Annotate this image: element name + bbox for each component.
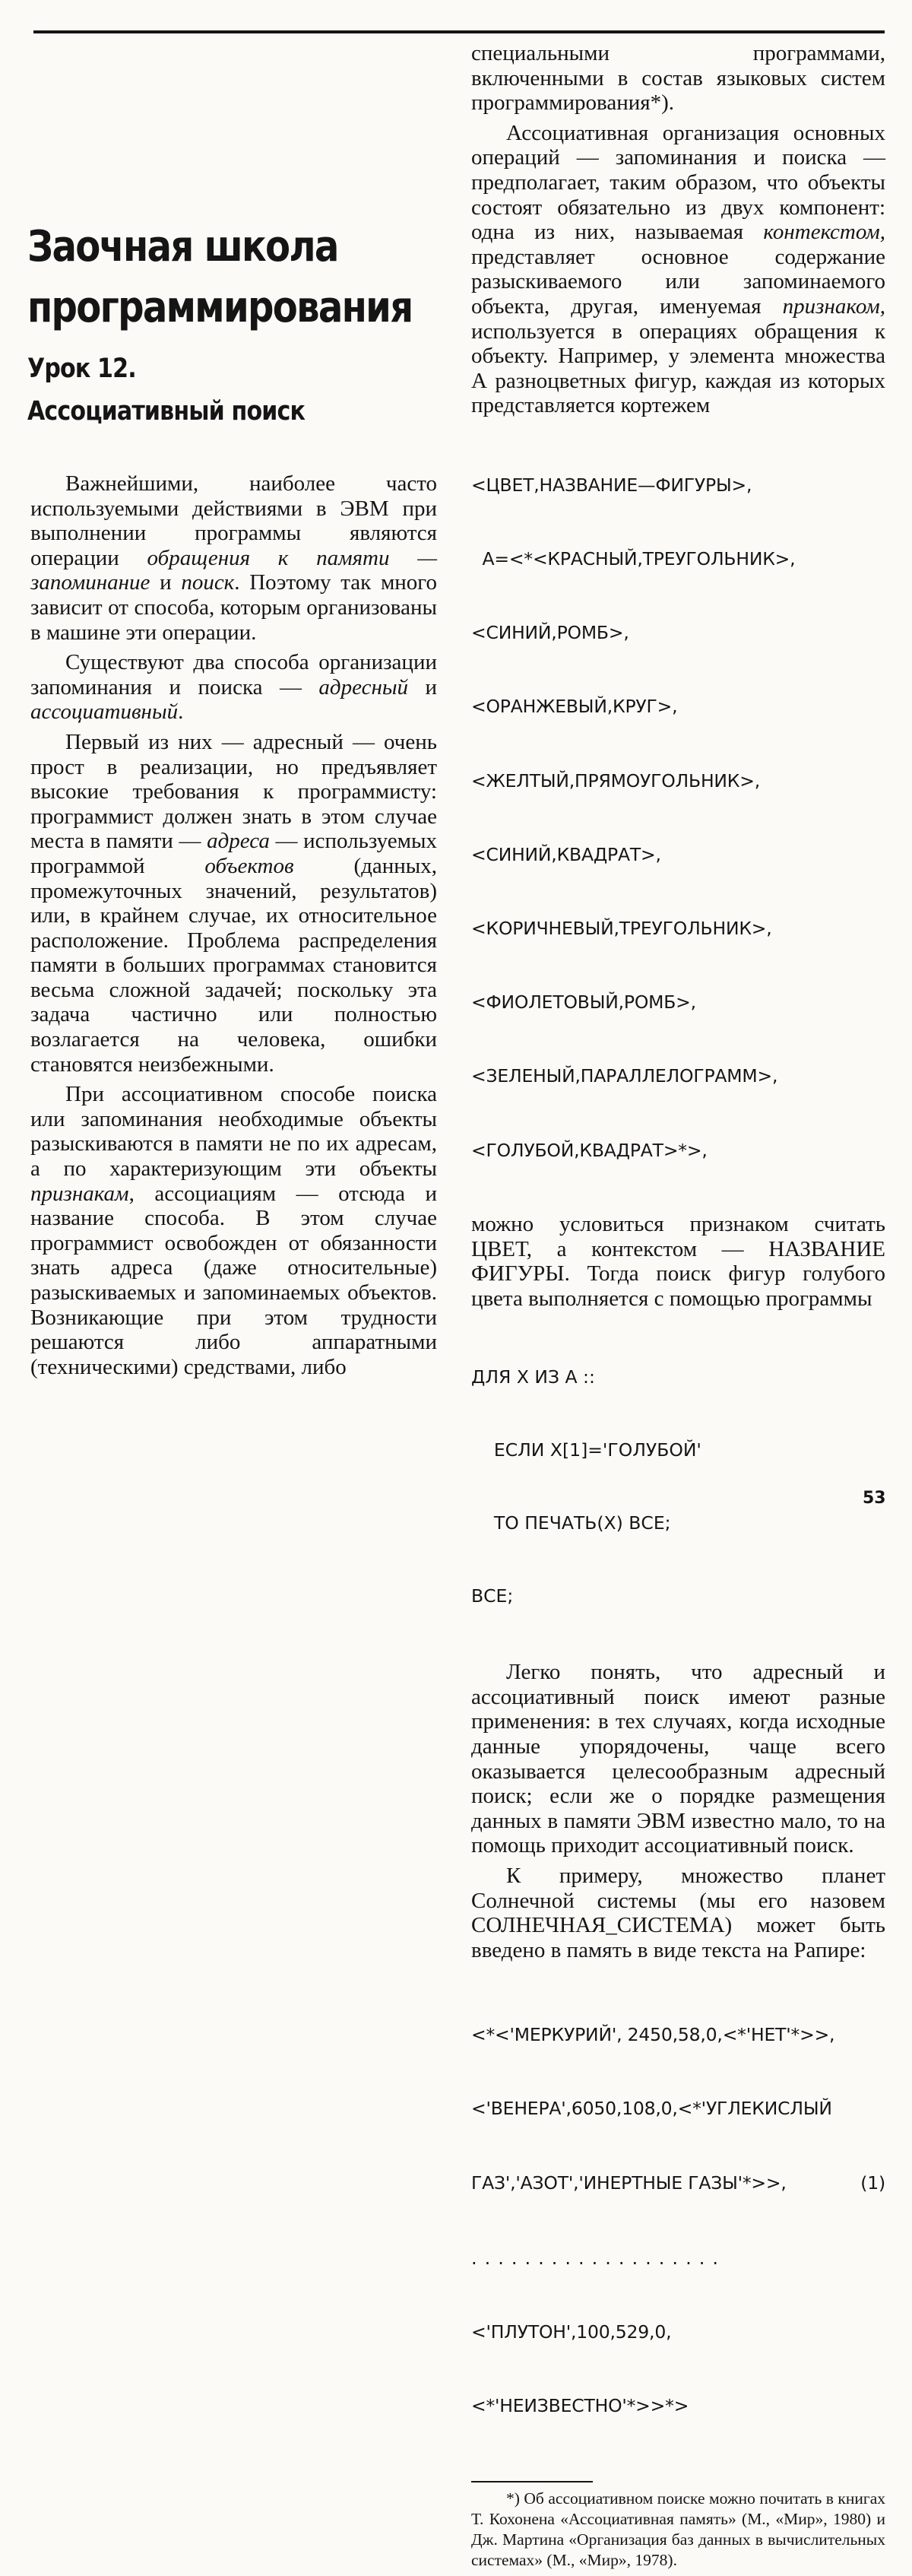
emphasis: объектов <box>204 853 294 878</box>
text: используется в операциях обращения к объекту. Например, у элемента множества А разноцветных фигур, каждая из которых представляется кортежем <box>471 319 885 418</box>
text: . Поэтому так много зависит от способа, которым организованы в машине эти операции. <box>30 570 437 645</box>
paragraph: специальными программами, включенными в состав языковых систем программирования*). <box>471 41 885 116</box>
paragraph: К примеру, множество планет Солнечной системы (мы его назовем СОЛНЕЧНАЯ_СИСТЕМА) может быть введено в память в виде текста на Рапире: <box>471 1864 885 1962</box>
code-line: <'ПЛУТОН',100,529,0, <box>471 2321 672 2343</box>
equation-number: (1) <box>860 2172 885 2194</box>
code-text: ГАЗ','АЗОТ','ИНЕРТНЫЕ ГАЗЫ'*>>, <box>471 2172 787 2194</box>
footnote: *) Об ассоциативном поиске можно почитать в книгах Т. Кохонена «Ассоциативная память» (М., «Мир», 1980) и Дж. Мартина «Организация баз данных в вычислительных системах» (М., «Мир», 1978). <box>471 2489 885 2570</box>
code-line: <ЦВЕТ,НАЗВАНИЕ—ФИГУРЫ>, <box>471 474 752 496</box>
text: и <box>150 570 182 595</box>
text: Важнейшими, наиболее часто используемыми действиями в ЭВМ при выполнении программы являются операции <box>30 471 437 570</box>
code-line: A=<*<КРАСНЫЙ,ТРЕУГОЛЬНИК>, <box>471 547 796 569</box>
code-line: <ЗЕЛЕНЫЙ,ПАРАЛЛЕЛОГРАММ>, <box>471 1065 778 1087</box>
code-line: ДЛЯ Х ИЗ А :: <box>471 1366 595 1388</box>
paragraph <box>30 730 437 1077</box>
article-heading <box>27 217 453 433</box>
code-line: <'ВЕНЕРА',6050,108,0,<*'УГЛЕКИСЛЫЙ <box>471 2098 832 2120</box>
program-listing <box>471 1316 885 1657</box>
paragraph <box>30 1082 437 1379</box>
code-line: <*'НЕИЗВЕСТНО'*>>*> <box>471 2394 689 2416</box>
emphasis: адреса <box>207 829 270 854</box>
text: (данных, промежуточных значений, результатов) или, в крайнем случае, их относительное расположение. Проблема распределения памяти в больших программах становится весьма сложной задачей; поскольку эта задача частично или полностью возлагается на человека, ошибки становятся неизбежными. <box>30 853 438 1077</box>
emphasis: обращения к памяти — запоминание <box>30 545 437 595</box>
code-line: <ФИОЛЕТОВЫЙ,РОМБ>, <box>471 991 696 1014</box>
text: Ассоциативная организация основных операций — запоминания и поиска — предполагает, таким образом, что объекты состоят обязательно из двух компонент: одна из них, называемая <box>471 120 885 245</box>
code-line: <*<'МЕРКУРИЙ', 2450,58,0,<*'НЕТ'*>>, <box>471 2024 835 2046</box>
paragraph <box>30 650 437 725</box>
code-line: <КОРИЧНЕВЫЙ,ТРЕУГОЛЬНИК>, <box>471 918 772 940</box>
right-column <box>471 41 885 2576</box>
title-line-2: программирования <box>27 283 413 332</box>
text: и <box>407 674 437 700</box>
emphasis: ассоциативный <box>30 700 179 725</box>
emphasis: признакам <box>30 1181 129 1206</box>
ellipsis-dots: ................... <box>471 2247 726 2269</box>
code-line: <СИНИЙ,РОМБ>, <box>471 622 629 644</box>
emphasis: адресный <box>318 674 408 700</box>
planet-listing <box>471 1973 885 2467</box>
code-line: ЕСЛИ Х[1]='ГОЛУБОЙ' <box>471 1439 701 1461</box>
lesson-number: Урок 12. <box>27 354 136 384</box>
text: При ассоциативном способе поиска или запоминания необходимые объекты разыскиваются в памяти не по их адресам, а по характеризующим эти объекты <box>30 1082 437 1182</box>
text: . <box>178 700 184 725</box>
lesson-subtitle: Ассоциативный поиск <box>27 396 306 427</box>
emphasis: признаком, <box>782 293 885 319</box>
text: , ассоциациям — отсюда и название способа. В этом случае программист освобожден от обязанности знать адреса (даже относительные) разыскиваемых и запоминаемых объектов. Возникающие при этом трудности решаются либо аппаратными (техническими) средствами, либо <box>30 1181 437 1379</box>
code-line: <СИНИЙ,КВАДРАТ>, <box>471 843 661 865</box>
paragraph <box>471 121 885 418</box>
emphasis: поиск <box>181 570 235 595</box>
paragraph <box>30 471 437 645</box>
text: Первый из них — адресный — очень прост в реализации, но предъявляет высокие требования к программисту: программист должен знать в этом случае места в памяти — <box>30 729 437 854</box>
footnote-rule <box>471 2481 593 2482</box>
left-column <box>30 471 437 1385</box>
emphasis: контекстом, <box>763 220 885 245</box>
code-line: ВСЕ; <box>471 1585 514 1607</box>
text: — используемых программой <box>30 829 437 878</box>
page-number: 53 <box>863 1489 886 1508</box>
lesson-heading <box>27 347 459 433</box>
code-line <box>471 2171 885 2195</box>
title-line-1: Заочная школа <box>27 222 338 271</box>
code-line: <ГОЛУБОЙ,КВАДРАТ>*>, <box>471 1139 708 1161</box>
tuple-listing <box>471 424 885 1212</box>
code-line: <ОРАНЖЕВЫЙ,КРУГ>, <box>471 696 678 718</box>
text: представляет основное содержание разыскиваемого или запоминаемого объекта, другая, именуемая <box>471 244 885 319</box>
article-title <box>27 217 459 338</box>
text: Существуют два способа организации запоминания и поиска — <box>30 650 437 700</box>
top-rule <box>33 30 885 33</box>
code-line: <ЖЕЛТЫЙ,ПРЯМОУГОЛЬНИК>, <box>471 769 761 792</box>
paragraph: Легко понять, что адресный и ассоциативный поиск имеют разные применения: в тех случаях, когда исходные данные упорядочены, чаще всего оказывается целесообразным адресный поиск; если же о порядке размещения данных в памяти ЭВМ известно мало, то на помощь приходит ассоциативный поиск. <box>471 1660 885 1858</box>
code-line: ТО ПЕЧАТЬ(Х) ВСЕ; <box>471 1512 671 1534</box>
paragraph: можно условиться признаком считать ЦВЕТ, а контекстом — НАЗВАНИЕ ФИГУРЫ. Тогда поиск фигур голубого цвета выполняется с помощью программы <box>471 1211 885 1311</box>
